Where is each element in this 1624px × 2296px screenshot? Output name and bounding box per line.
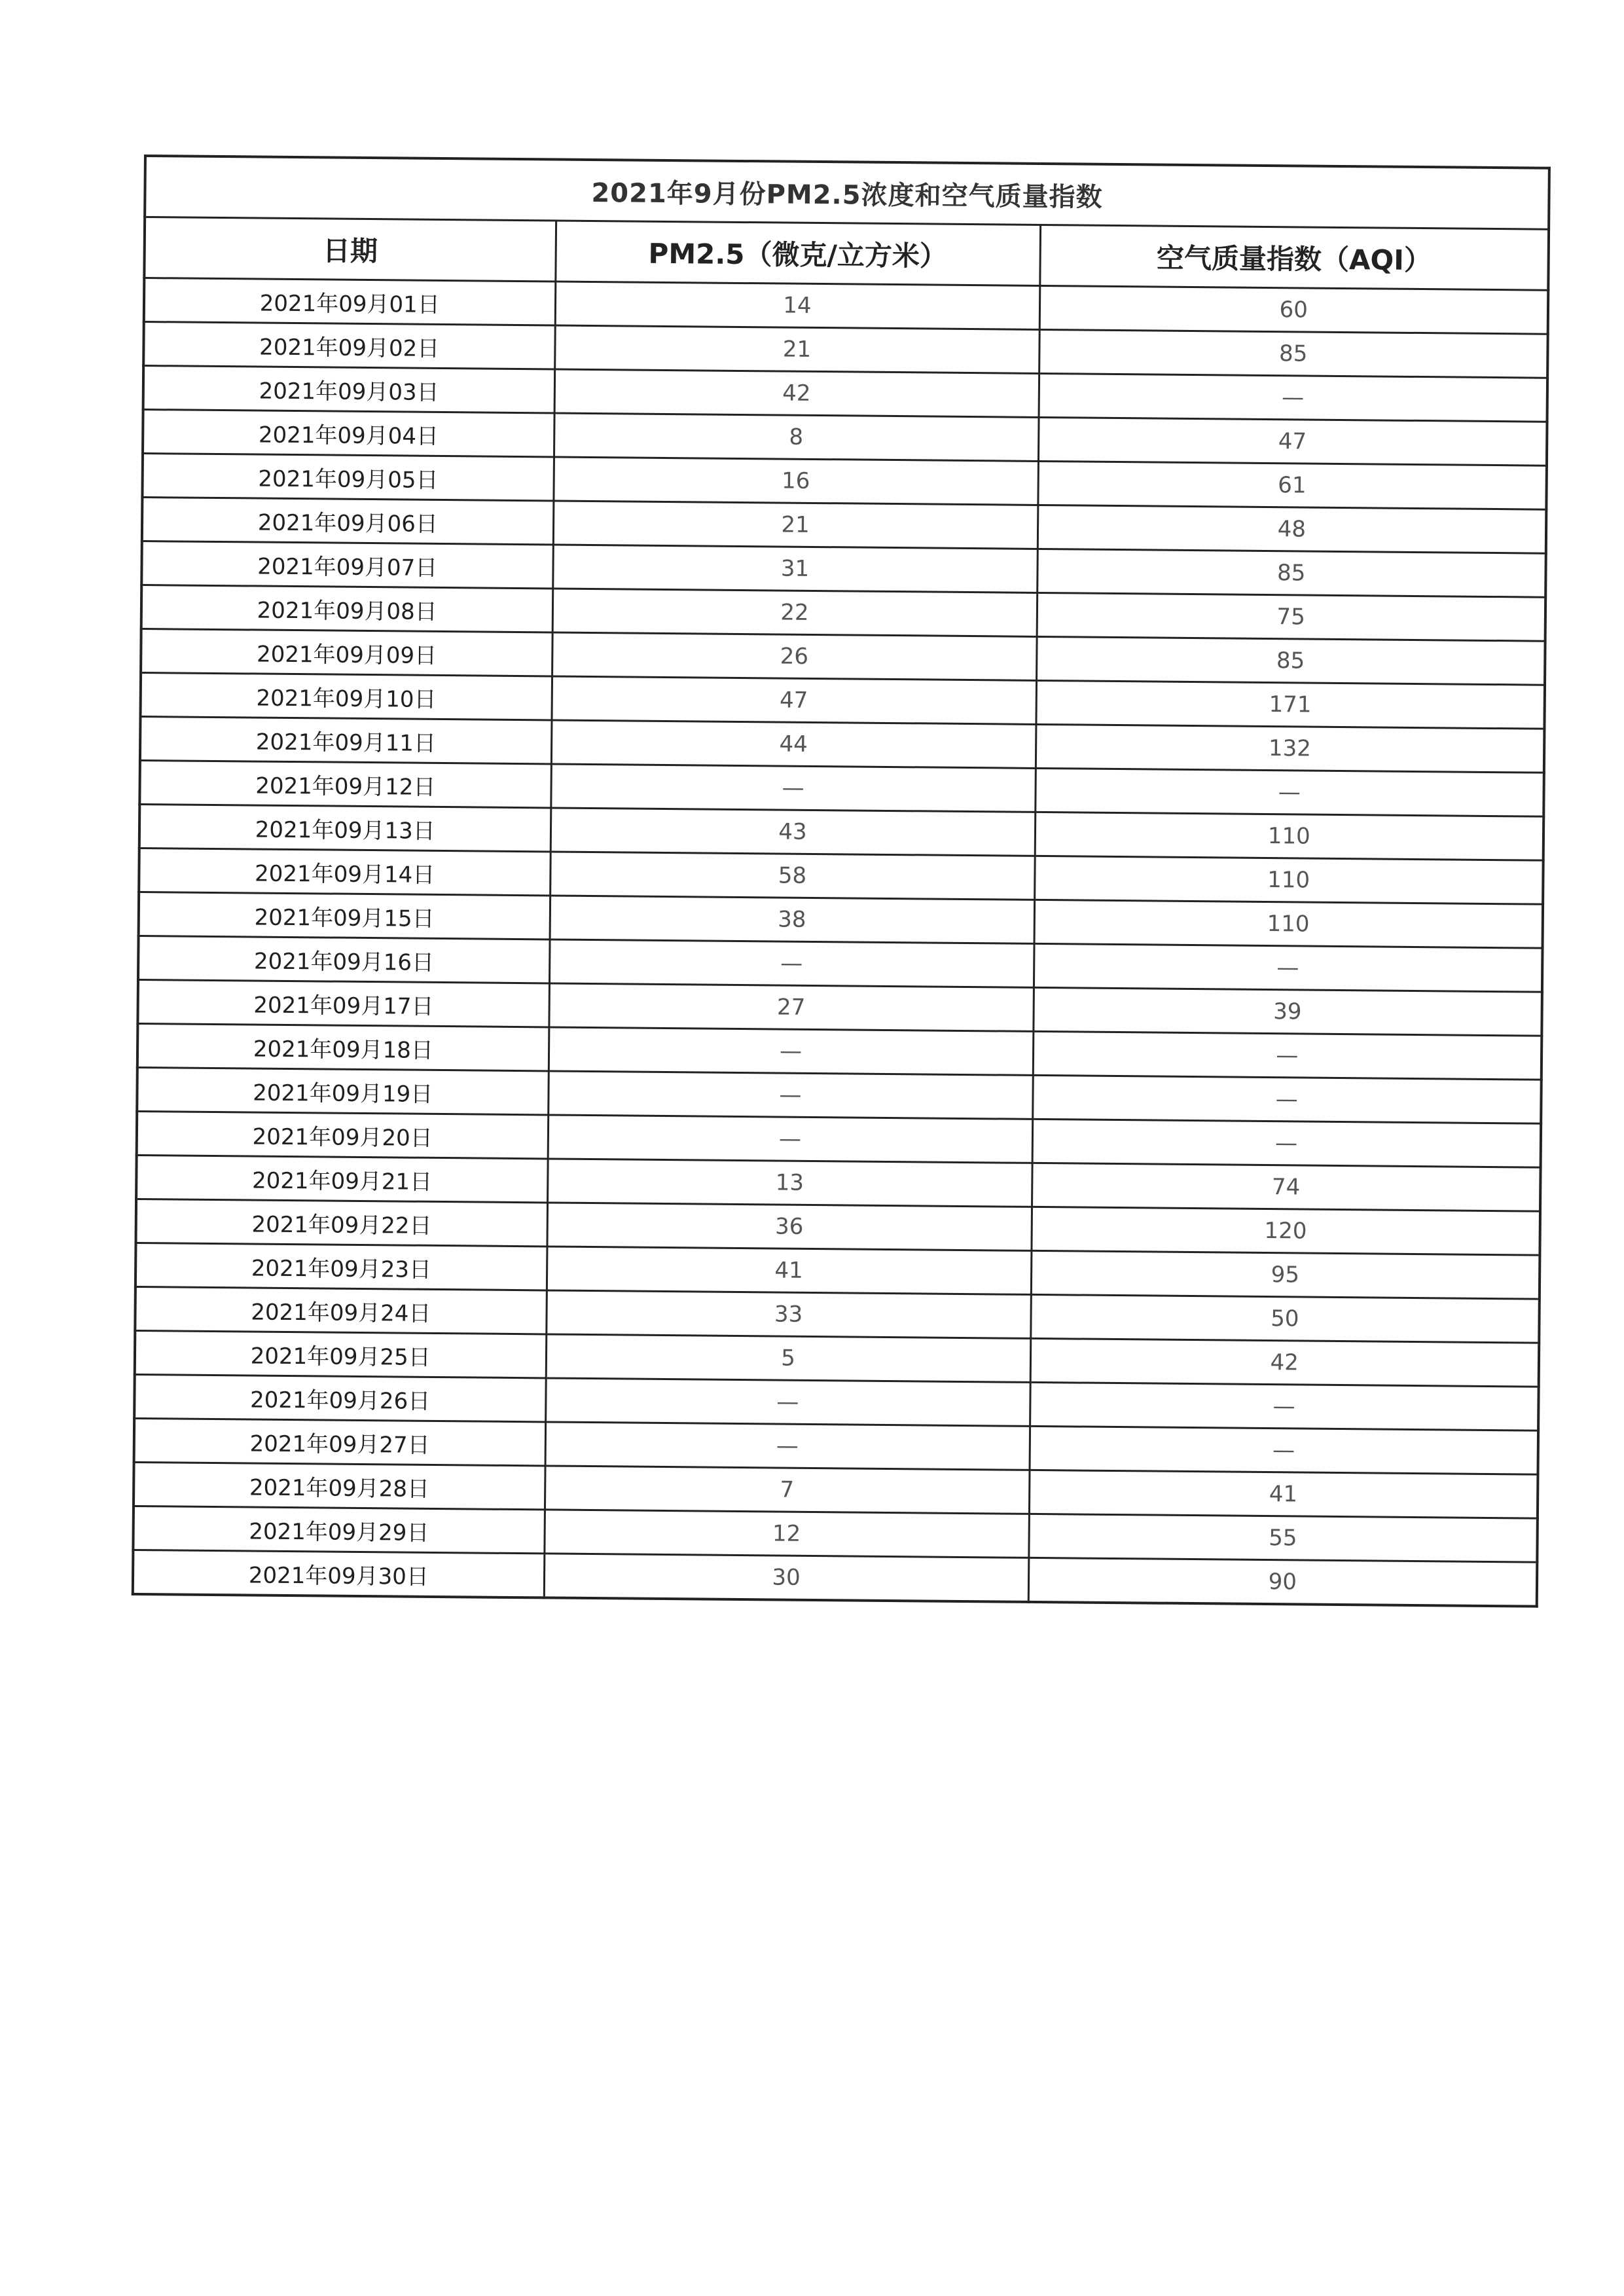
cell-date: 2021年09月03日 <box>143 366 555 413</box>
cell-date: 2021年09月25日 <box>135 1330 547 1377</box>
cell-pm25: 27 <box>549 983 1034 1031</box>
cell-date: 2021年09月17日 <box>137 979 549 1027</box>
cell-aqi: — <box>1032 1119 1542 1167</box>
cell-pm25: — <box>545 1422 1030 1470</box>
cell-aqi: 110 <box>1034 856 1543 904</box>
cell-pm25: 21 <box>554 325 1039 373</box>
header-aqi: 空气质量指数（AQI） <box>1039 225 1549 290</box>
cell-pm25: 31 <box>552 545 1038 592</box>
cell-aqi: 75 <box>1037 592 1546 641</box>
cell-date: 2021年09月10日 <box>141 672 552 720</box>
cell-aqi: 39 <box>1033 987 1542 1036</box>
cell-pm25: 22 <box>552 589 1038 636</box>
cell-pm25: 42 <box>554 369 1039 417</box>
header-pm25: PM2.5（微克/立方米） <box>555 221 1040 285</box>
header-date: 日期 <box>144 217 556 282</box>
cell-date: 2021年09月15日 <box>139 892 550 939</box>
cell-date: 2021年09月21日 <box>136 1155 548 1202</box>
cell-date: 2021年09月28日 <box>134 1462 545 1509</box>
cell-pm25: 13 <box>547 1159 1032 1207</box>
cell-pm25: 14 <box>555 282 1040 329</box>
cell-date: 2021年09月02日 <box>143 322 555 369</box>
air-quality-table <box>132 155 1551 1608</box>
cell-pm25: 47 <box>551 676 1036 724</box>
cell-pm25: — <box>548 1071 1033 1119</box>
cell-pm25: 36 <box>547 1203 1032 1250</box>
cell-pm25: — <box>545 1378 1030 1426</box>
cell-aqi: 110 <box>1035 812 1544 860</box>
cell-aqi: 61 <box>1038 461 1547 509</box>
cell-aqi: 90 <box>1028 1558 1538 1606</box>
cell-aqi: 48 <box>1038 505 1547 553</box>
cell-date: 2021年09月19日 <box>137 1067 549 1114</box>
cell-aqi: 110 <box>1034 900 1543 948</box>
cell-aqi: 85 <box>1039 329 1548 378</box>
cell-pm25: 43 <box>550 808 1036 856</box>
cell-date: 2021年09月07日 <box>141 541 553 588</box>
cell-date: 2021年09月16日 <box>138 936 550 983</box>
cell-pm25: 16 <box>553 457 1038 505</box>
cell-pm25: 26 <box>552 632 1037 680</box>
cell-pm25: 7 <box>545 1466 1030 1514</box>
cell-date: 2021年09月20日 <box>137 1111 549 1158</box>
cell-pm25: 30 <box>544 1554 1029 1602</box>
cell-date: 2021年09月11日 <box>140 716 552 763</box>
cell-pm25: — <box>550 764 1036 812</box>
cell-aqi: — <box>1033 1031 1542 1080</box>
cell-aqi: 85 <box>1036 636 1545 685</box>
scanned-page <box>132 155 1548 1608</box>
cell-pm25: 44 <box>551 720 1036 768</box>
cell-aqi: 95 <box>1031 1250 1540 1299</box>
cell-date: 2021年09月26日 <box>134 1374 546 1421</box>
cell-pm25: — <box>549 939 1034 987</box>
cell-date: 2021年09月29日 <box>133 1506 545 1553</box>
cell-date: 2021年09月08日 <box>141 585 553 632</box>
cell-date: 2021年09月18日 <box>137 1023 549 1070</box>
cell-aqi: — <box>1030 1382 1539 1430</box>
cell-date: 2021年09月24日 <box>135 1286 547 1334</box>
cell-pm25: 41 <box>547 1247 1032 1294</box>
cell-aqi: — <box>1030 1426 1539 1474</box>
cell-aqi: 74 <box>1032 1163 1541 1211</box>
cell-aqi: 171 <box>1036 680 1545 729</box>
table-body <box>133 278 1548 1607</box>
cell-aqi: 120 <box>1031 1207 1540 1255</box>
cell-pm25: 58 <box>550 852 1035 900</box>
cell-aqi: 132 <box>1036 724 1545 773</box>
cell-date: 2021年09月05日 <box>142 454 554 501</box>
cell-pm25: — <box>549 1027 1034 1075</box>
cell-aqi: 85 <box>1037 549 1546 597</box>
cell-date: 2021年09月23日 <box>135 1243 547 1290</box>
cell-date: 2021年09月09日 <box>141 629 552 676</box>
cell-aqi: 50 <box>1030 1294 1540 1343</box>
table-title: 2021年9月份PM2.5浓度和空气质量指数 <box>145 156 1549 229</box>
cell-aqi: — <box>1034 943 1543 992</box>
cell-aqi: 47 <box>1038 417 1547 465</box>
cell-aqi: — <box>1032 1075 1542 1123</box>
cell-pm25: 33 <box>546 1290 1031 1338</box>
cell-date: 2021年09月27日 <box>134 1418 546 1465</box>
cell-aqi: 60 <box>1039 285 1549 334</box>
cell-aqi: — <box>1035 768 1544 816</box>
cell-date: 2021年09月14日 <box>139 848 550 895</box>
cell-date: 2021年09月30日 <box>133 1550 545 1597</box>
cell-pm25: 21 <box>553 501 1038 549</box>
cell-aqi: 55 <box>1028 1514 1538 1562</box>
cell-date: 2021年09月04日 <box>143 410 554 457</box>
cell-aqi: 42 <box>1030 1338 1540 1387</box>
cell-date: 2021年09月06日 <box>142 497 554 544</box>
cell-pm25: 38 <box>550 896 1035 943</box>
cell-aqi: — <box>1039 373 1548 422</box>
cell-pm25: 5 <box>546 1334 1031 1382</box>
cell-pm25: — <box>548 1115 1033 1163</box>
cell-pm25: 12 <box>544 1510 1029 1558</box>
cell-aqi: 41 <box>1029 1470 1538 1518</box>
cell-date: 2021年09月12日 <box>139 760 551 807</box>
cell-pm25: 8 <box>554 413 1039 461</box>
cell-date: 2021年09月22日 <box>135 1199 547 1246</box>
cell-date: 2021年09月13日 <box>139 804 551 851</box>
cell-date: 2021年09月01日 <box>144 278 556 325</box>
